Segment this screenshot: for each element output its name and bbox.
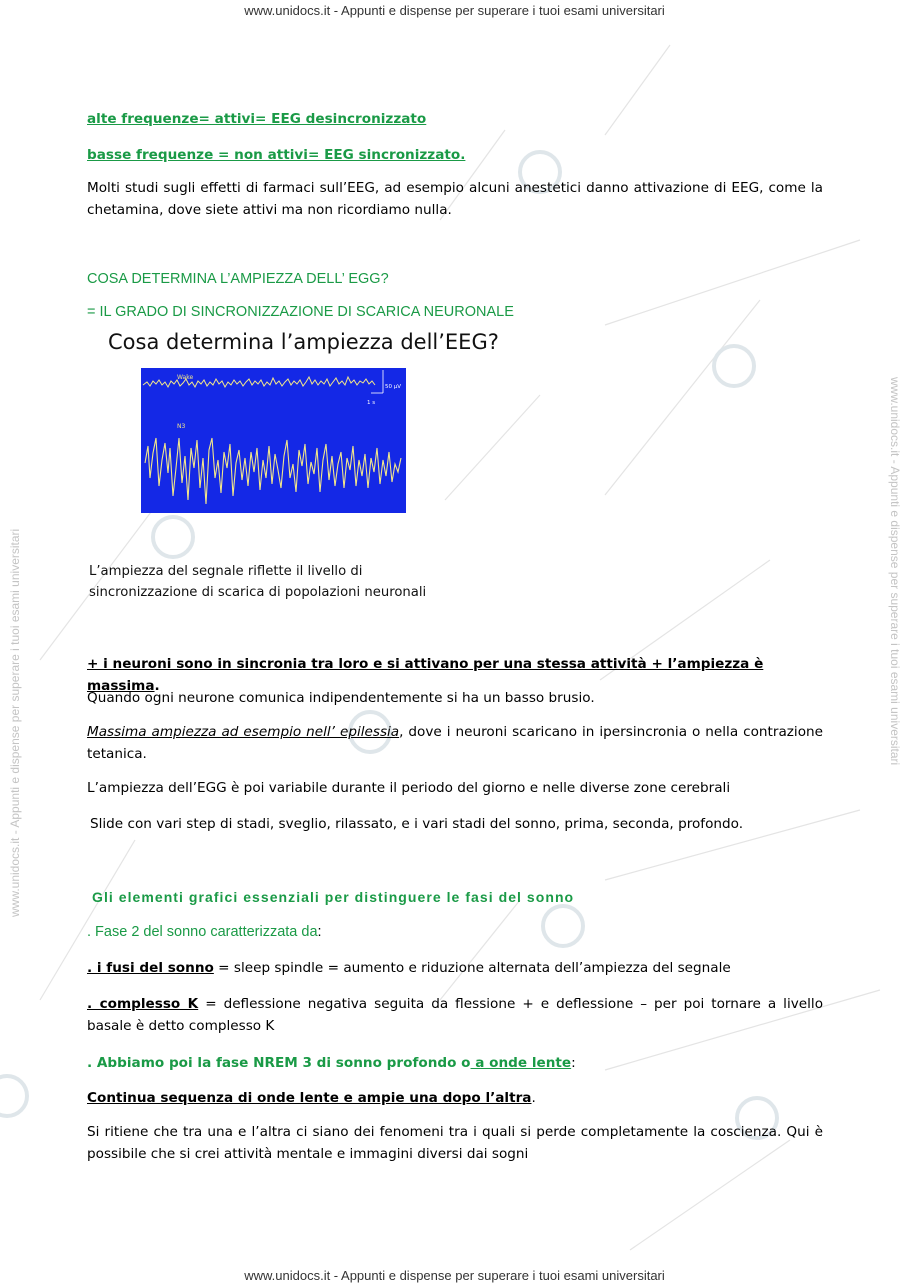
phase2-heading: [87, 921, 823, 943]
slow-waves-line: [87, 1087, 823, 1109]
slow-waves-text: Continua sequenza di onde lente e ampie una dopo l’altra: [87, 1090, 532, 1106]
consciousness-paragraph: Si ritiene che tra una e l’altra ci siano dei fenomeni tra i quali si perde completamente la coscienza. Qui è possibile che si crei attività mentale e immagini diversi dai sogni: [87, 1124, 823, 1162]
phase2-text: . Fase 2 del sonno caratterizzata da: [87, 924, 318, 940]
epilepsy-rest: , dove i neuroni scaricano in ipersincronia o nella contrazione tetanica.: [87, 724, 823, 762]
footer-watermark: www.unidocs.it - Appunti e dispense per superare i tuoi esami universitari: [244, 1268, 665, 1283]
drug-studies-paragraph: Molti studi sugli effetti di farmaci sull’EEG, ad esempio alcuni anestetici danno attivazione di EEG, come la chetamina, dove siete attivi ma non ricordiamo nulla.: [87, 180, 823, 218]
side-watermark-left: www.unidocs.it - Appunti e dispense per superare i tuoi esami universitari: [8, 528, 22, 917]
slow-waves-end: .: [531, 1090, 536, 1106]
phase2-colon: :: [317, 924, 322, 940]
wake-trace-label: Wake: [177, 374, 194, 381]
spindle-definition: = sleep spindle = aumento e riduzione alternata dell’ampiezza del segnale: [213, 960, 731, 976]
spindle-line: [87, 957, 823, 979]
independent-neurons-line: Quando ogni neurone comunica indipendentemente si ha un basso brusio.: [87, 690, 595, 706]
figure-caption-line1: L’ampiezza del segnale riflette il livello di: [89, 564, 363, 579]
low-frequency-line: basse frequenze = non attivi= EEG sincronizzato.: [87, 147, 466, 163]
slide-title: Cosa determina l’ampiezza dell’EEG?: [108, 330, 499, 354]
n3-slow-wave-trace: [145, 438, 401, 504]
figure-caption-line2: sincronizzazione di scarica di popolazioni neuronali: [89, 585, 427, 600]
nrem3-line: [87, 1052, 823, 1074]
variability-line: L’ampiezza dell’EGG è poi variabile durante il periodo del giorno e nelle diverse zone cerebrali: [87, 780, 731, 796]
amplitude-answer: = IL GRADO DI SINCRONIZZAZIONE DI SCARICA NEURONALE: [87, 304, 514, 320]
epilepsy-lead: Massima ampiezza ad esempio nell’ epilessia: [87, 724, 400, 740]
n3-trace-label: N3: [177, 423, 186, 430]
sync-statement-end: .: [154, 678, 160, 694]
eeg-figure: [141, 368, 406, 513]
high-frequency-line: alte frequenze= attivi= EEG desincronizzato: [87, 111, 427, 127]
epilepsy-paragraph: [87, 721, 823, 765]
slide-note-line: Slide con vari step di stadi, sveglio, rilassato, e i vari stadi del sonno, prima, seconda, profondo.: [90, 816, 744, 832]
sleep-phases-heading: Gli elementi grafici essenziali per distinguere le fasi del sonno: [92, 889, 575, 905]
time-scale-label: 1 s: [367, 400, 376, 406]
header-watermark: www.unidocs.it - Appunti e dispense per superare i tuoi esami universitari: [244, 3, 665, 18]
side-watermark-right: www.unidocs.it - Appunti e dispense per superare i tuoi esami universitari: [888, 377, 902, 766]
nrem3-lead: . Abbiamo poi la fase NREM 3 di sonno profondo o: [87, 1055, 471, 1071]
k-complex-term: . complesso K: [87, 996, 199, 1012]
k-complex-definition: = deflessione negativa seguita da flessione + e deflessione – per poi tornare a livello basale è detto complesso K: [87, 996, 824, 1034]
spindle-term: . i fusi del sonno: [87, 960, 214, 976]
sync-statement-text: + i neuroni sono in sincronia tra loro e si attivano per una stessa attività + l’ampiezza è massima: [87, 656, 764, 694]
amplitude-question: COSA DETERMINA L’AMPIEZZA DELL’ EGG?: [87, 271, 389, 287]
slow-waves-term: a onde lente: [470, 1055, 572, 1071]
amplitude-scale-label: 50 µV: [385, 384, 402, 390]
nrem3-colon: :: [571, 1055, 576, 1071]
k-complex-paragraph: [87, 993, 823, 1037]
eeg-traces: [141, 368, 406, 513]
